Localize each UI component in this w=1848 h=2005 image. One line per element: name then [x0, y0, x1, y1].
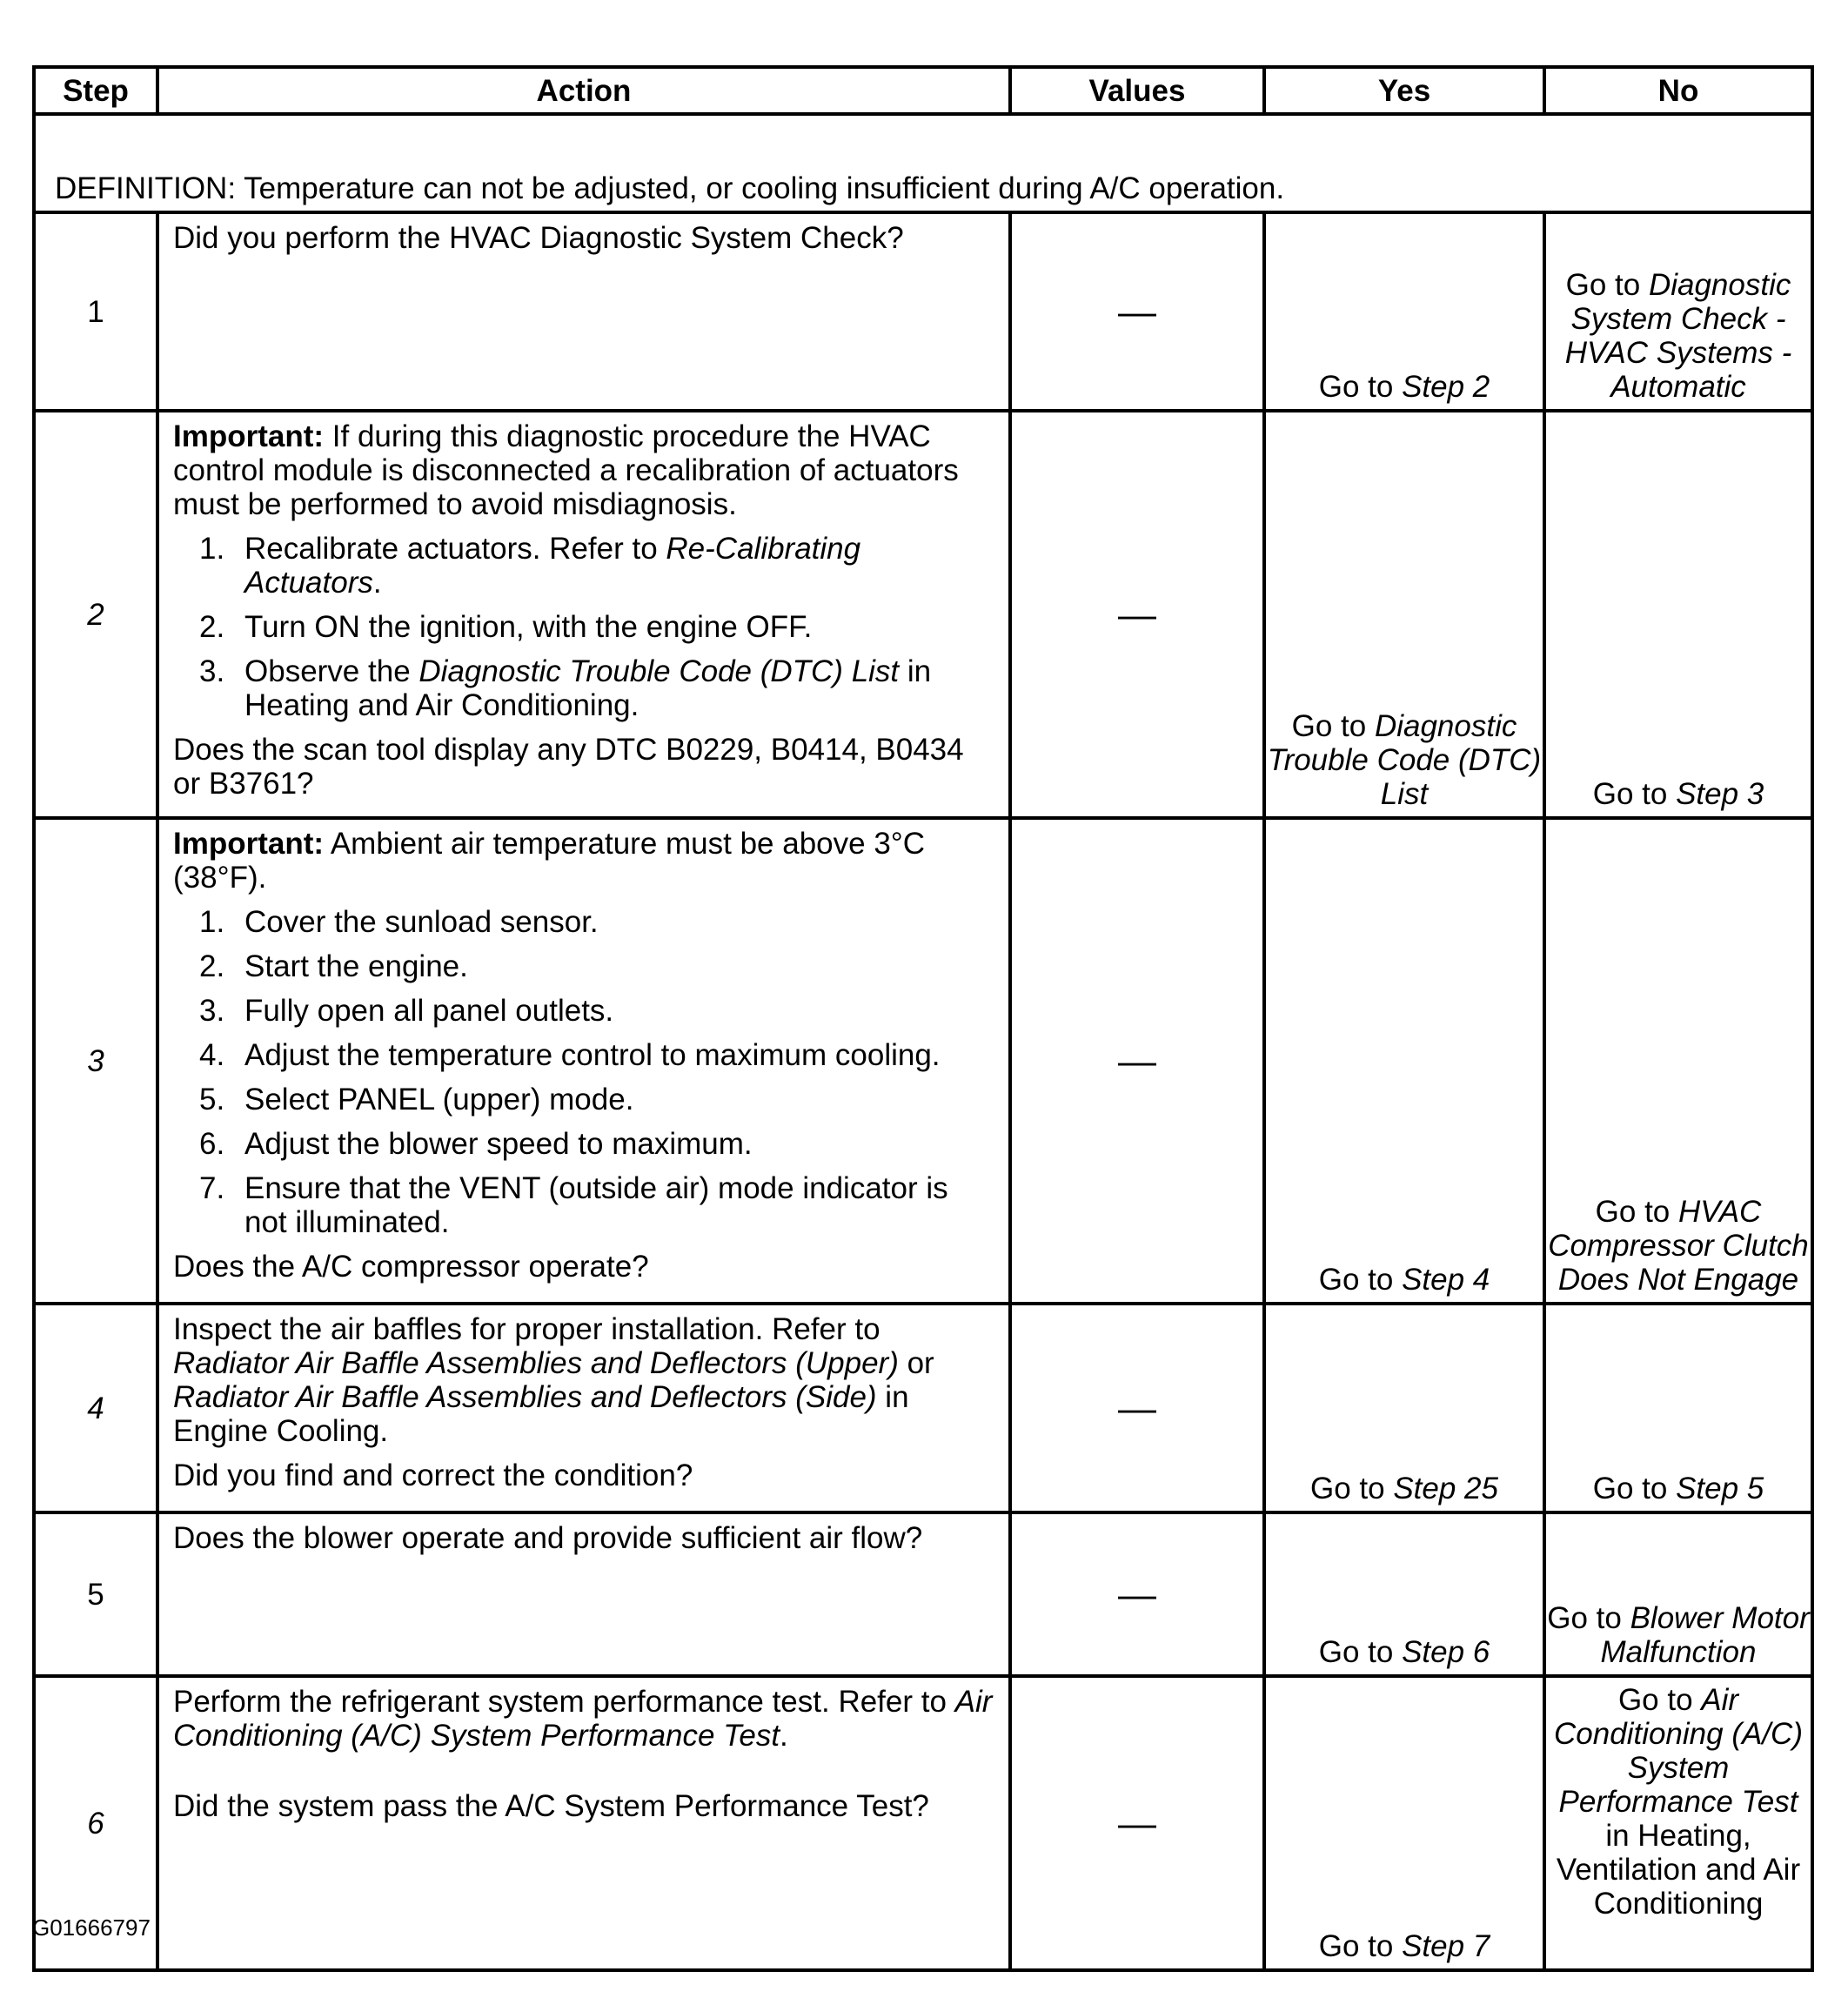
yes-prefix: Go to — [1318, 1263, 1403, 1297]
list-link[interactable]: Re-Calibrating Actuators — [244, 532, 861, 600]
yes-link[interactable]: Step 4 — [1402, 1263, 1490, 1297]
list-text: Adjust the temperature control to maximum cooling. — [244, 1038, 941, 1072]
no-prefix: Go to — [1592, 1472, 1677, 1505]
list-number: 7. — [199, 1171, 225, 1205]
list-item — [173, 905, 996, 939]
step-number: 1 — [34, 212, 157, 411]
header-no: No — [1544, 67, 1812, 114]
header-action: Action — [157, 67, 1010, 114]
table-row — [34, 818, 1812, 1304]
step-number: 3 — [34, 818, 157, 1304]
no-after: in Heating, Ventilation and Air Conditioning — [1556, 1819, 1801, 1921]
step-list — [173, 532, 996, 722]
definition-text: DEFINITION: Temperature can not be adjusted, or cooling insufficient during A/C operation. — [34, 114, 1812, 212]
header-values: Values — [1010, 67, 1264, 114]
list-item — [173, 654, 996, 722]
list-number: 3. — [199, 994, 225, 1028]
no-cell — [1544, 411, 1812, 818]
no-prefix: Go to — [1547, 1601, 1630, 1635]
yes-link[interactable]: Step 6 — [1402, 1635, 1490, 1669]
header-step: Step — [34, 67, 157, 114]
step-number: 6 — [34, 1676, 157, 1970]
yes-link[interactable]: Step 25 — [1393, 1472, 1498, 1505]
action-question: Did the system pass the A/C System Performance Test? — [173, 1789, 929, 1823]
intro-link[interactable]: Radiator Air Baffle Assemblies and Deflectors (Side) — [173, 1380, 877, 1414]
action-cell — [157, 1512, 1010, 1676]
list-number: 1. — [199, 905, 225, 939]
value-cell: — — [1010, 411, 1264, 818]
action-question: Did you find and correct the condition? — [173, 1458, 693, 1492]
intro-text: Inspect the air baffles for proper installation. Refer to — [173, 1312, 880, 1346]
list-text: Recalibrate actuators. Refer to — [244, 532, 666, 566]
table-row — [34, 212, 1812, 411]
list-text: Turn ON the ignition, with the engine OFF. — [244, 610, 813, 644]
action-cell — [157, 818, 1010, 1304]
list-item — [173, 1127, 996, 1161]
list-item — [173, 1083, 996, 1116]
yes-prefix: Go to — [1310, 1472, 1394, 1505]
no-cell — [1544, 818, 1812, 1304]
yes-cell — [1264, 818, 1544, 1304]
action-cell — [157, 411, 1010, 818]
no-prefix: Go to — [1565, 268, 1649, 302]
intro-link[interactable]: Air Conditioning (A/C) System Performance Test — [173, 1685, 993, 1753]
no-prefix: Go to — [1592, 777, 1677, 811]
table-row — [34, 411, 1812, 818]
list-number: 5. — [199, 1083, 225, 1116]
yes-prefix: Go to — [1291, 709, 1375, 743]
list-text: Start the engine. — [244, 949, 468, 983]
no-link[interactable]: Step 3 — [1676, 777, 1764, 811]
important-text: Ambient air temperature must be above 3°C (38°F). — [173, 827, 926, 895]
list-text: Select PANEL (upper) mode. — [244, 1083, 634, 1116]
step-number: 2 — [34, 411, 157, 818]
intro-link[interactable]: Radiator Air Baffle Assemblies and Deflectors (Upper) — [173, 1346, 899, 1380]
list-text: Fully open all panel outlets. — [244, 994, 614, 1028]
list-text: Ensure that the VENT (outside air) mode indicator is not illuminated. — [244, 1171, 948, 1239]
step-list — [173, 905, 996, 1239]
definition-row — [34, 114, 1812, 212]
list-item — [173, 1038, 996, 1072]
yes-cell — [1264, 1304, 1544, 1512]
table-row — [34, 1304, 1812, 1512]
yes-prefix: Go to — [1318, 1929, 1403, 1963]
list-number: 2. — [199, 949, 225, 983]
list-text: Observe the — [244, 654, 419, 688]
important-text: If during this diagnostic procedure the HVAC control module is disconnected a recalibration of actuators must be performed to avoid misdiagnosis. — [173, 419, 959, 521]
yes-cell — [1264, 1676, 1544, 1970]
value-cell: — — [1010, 212, 1264, 411]
action-cell — [157, 1304, 1010, 1512]
action-cell — [157, 212, 1010, 411]
no-link[interactable]: Air Conditioning (A/C) System Performance Test — [1554, 1683, 1803, 1819]
diagnostic-table-sheet — [32, 65, 1814, 1972]
table-row — [34, 1512, 1812, 1676]
table-row — [34, 1676, 1812, 1970]
yes-link[interactable]: Step 2 — [1402, 370, 1490, 404]
no-cell — [1544, 1676, 1812, 1970]
yes-link[interactable]: Step 7 — [1402, 1929, 1490, 1963]
value-cell: — — [1010, 1676, 1264, 1970]
no-cell — [1544, 1304, 1812, 1512]
intro-text: . — [780, 1719, 788, 1753]
value-cell: — — [1010, 1304, 1264, 1512]
spacer — [173, 1753, 996, 1789]
list-link[interactable]: Diagnostic Trouble Code (DTC) List — [418, 654, 900, 688]
no-link[interactable]: HVAC Compressor Clutch Does Not Engage — [1548, 1195, 1809, 1297]
list-item — [173, 610, 996, 644]
action-question: Does the blower operate and provide sufficient air flow? — [173, 1521, 923, 1555]
no-prefix: Go to — [1595, 1195, 1678, 1229]
important-label: Important: — [173, 419, 325, 453]
yes-prefix: Go to — [1318, 1635, 1403, 1669]
list-item — [173, 949, 996, 983]
value-cell: — — [1010, 818, 1264, 1304]
list-number: 2. — [199, 610, 225, 644]
no-cell — [1544, 1512, 1812, 1676]
intro-text: in Engine Cooling. — [173, 1380, 909, 1448]
list-text: . — [372, 566, 382, 600]
figure-caption: G01666797 — [32, 1914, 151, 1941]
list-number: 6. — [199, 1127, 225, 1161]
no-link[interactable]: Diagnostic System Check - HVAC Systems - Automatic — [1564, 268, 1792, 404]
list-item — [173, 1171, 996, 1239]
no-link[interactable]: Blower Motor Malfunction — [1600, 1601, 1810, 1669]
intro-text: Perform the refrigerant system performance test. Refer to — [173, 1685, 955, 1719]
header-row — [34, 67, 1812, 114]
action-question: Did you perform the HVAC Diagnostic System Check? — [173, 221, 904, 255]
list-number: 1. — [199, 532, 225, 566]
no-link[interactable]: Step 5 — [1676, 1472, 1764, 1505]
no-prefix: Go to — [1617, 1683, 1702, 1717]
yes-cell — [1264, 411, 1544, 818]
diagnostic-table — [32, 65, 1814, 1972]
intro-text: or — [898, 1346, 934, 1380]
value-cell: — — [1010, 1512, 1264, 1676]
no-cell — [1544, 212, 1812, 411]
action-question: Does the scan tool display any DTC B0229, B0414, B0434 or B3761? — [173, 733, 964, 801]
list-text: in Heating and Air Conditioning. — [244, 654, 932, 722]
header-yes: Yes — [1264, 67, 1544, 114]
list-number: 3. — [199, 654, 225, 688]
list-item — [173, 532, 996, 600]
action-question: Does the A/C compressor operate? — [173, 1250, 649, 1284]
yes-link[interactable]: Diagnostic Trouble Code (DTC) List — [1267, 709, 1542, 811]
list-number: 4. — [199, 1038, 225, 1072]
list-text: Adjust the blower speed to maximum. — [244, 1127, 753, 1161]
list-item — [173, 994, 996, 1028]
important-label: Important: — [173, 827, 325, 861]
list-text: Cover the sunload sensor. — [244, 905, 599, 939]
yes-cell — [1264, 212, 1544, 411]
yes-cell — [1264, 1512, 1544, 1676]
step-number: 5 — [34, 1512, 157, 1676]
yes-prefix: Go to — [1318, 370, 1403, 404]
action-cell — [157, 1676, 1010, 1970]
step-number: 4 — [34, 1304, 157, 1512]
